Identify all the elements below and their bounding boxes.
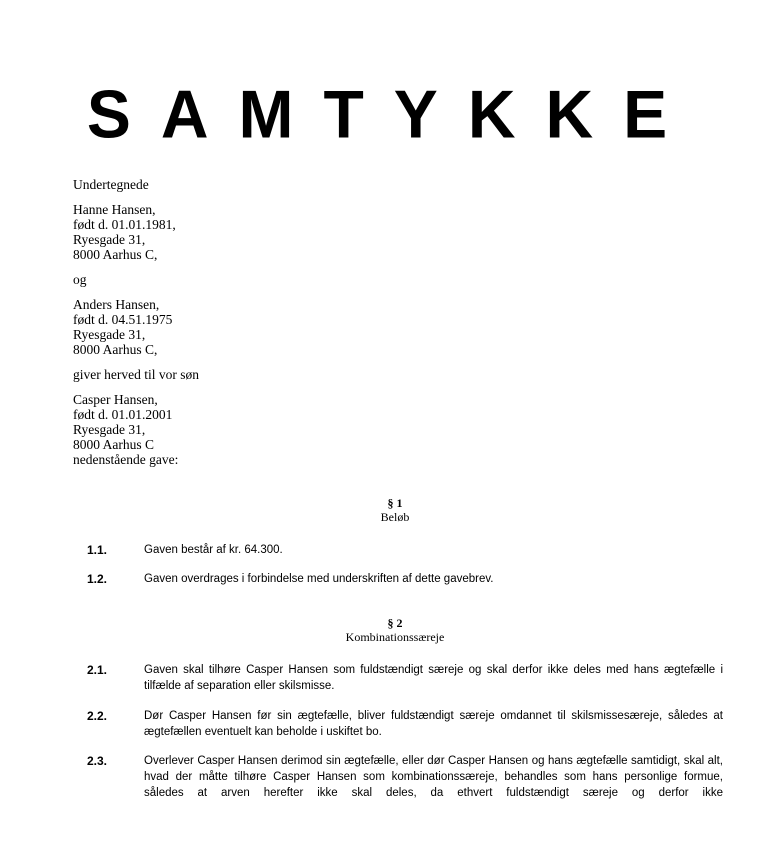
clause-text: Gaven overdrages i forbindelse med underskriften af dette gavebrev. [144, 573, 494, 585]
section-2-number: § 2 [387, 616, 403, 630]
party2-city: 8000 Aarhus C, [73, 342, 158, 357]
recipient-city: 8000 Aarhus C [73, 437, 154, 452]
clause-number: 2.3. [87, 754, 108, 768]
party1-city: 8000 Aarhus C, [73, 247, 158, 262]
conjunction-block [73, 272, 199, 287]
section-1-title: Beløb [380, 510, 410, 524]
clause-number: 2.1. [87, 663, 108, 677]
party2-street: Ryesgade 31, [73, 327, 146, 342]
section-1-number: § 1 [387, 496, 403, 510]
clause-number: 1.2. [87, 572, 108, 586]
clause-2-2 [87, 708, 723, 740]
clause-text: Overlever Casper Hansen derimod sin ægtefælle, eller dør Casper Hansen og hans ægtefælle samtidigt, skal alt, hvad der måtte tilhøre Casper Hansen som kombinationssæreje, behandles som hans personlige formue, således at arven herefter ikke skal deles, da ethvert fuldstændigt særeje og derfor ikke [144, 755, 723, 799]
party2-name: Anders Hansen, [73, 297, 160, 312]
document-title: SAMTYKKE [86, 76, 698, 152]
recipient-born: født d. 01.01.2001 [73, 407, 173, 422]
recipient-street: Ryesgade 31, [73, 422, 146, 437]
clause-number: 2.2. [87, 709, 108, 723]
intro-parties [73, 177, 199, 477]
clause-number: 1.1. [87, 543, 108, 557]
section-2-heading [0, 616, 768, 644]
clause-text: Gaven består af kr. 64.300. [144, 544, 283, 556]
clause-2-3 [87, 753, 723, 801]
party2-born: født d. 04.51.1975 [73, 312, 173, 327]
recipient-name: Casper Hansen, [73, 392, 158, 407]
party1-street: Ryesgade 31, [73, 232, 146, 247]
section-2-title: Kombinationssæreje [345, 630, 445, 644]
intro-opening-block [73, 177, 199, 192]
clause-text: Gaven skal tilhøre Casper Hansen som fuldstændigt særeje og skal derfor ikke deles med hans ægtefælle i tilfælde af separation eller skilsmisse. [144, 664, 723, 692]
gives-block [73, 367, 199, 382]
clause-1-1 [87, 542, 723, 558]
clause-text: Dør Casper Hansen før sin ægtefælle, bliver fuldstændigt særeje omdannet til skilsmissesæreje, således at ægtefællen eventuelt kan beholde i uskiftet bo. [144, 710, 723, 738]
section-1-heading [0, 496, 768, 524]
recipient-block [73, 392, 199, 467]
party1-name: Hanne Hansen, [73, 202, 156, 217]
recipient-closing: nedenstående gave: [73, 452, 179, 467]
conjunction: og [73, 272, 87, 287]
party1-block [73, 202, 199, 262]
intro-opening: Undertegnede [73, 177, 149, 192]
clause-2-1 [87, 662, 723, 694]
clause-1-2 [87, 571, 723, 587]
gives-text: giver herved til vor søn [73, 367, 199, 382]
party1-born: født d. 01.01.1981, [73, 217, 176, 232]
party2-block [73, 297, 199, 357]
